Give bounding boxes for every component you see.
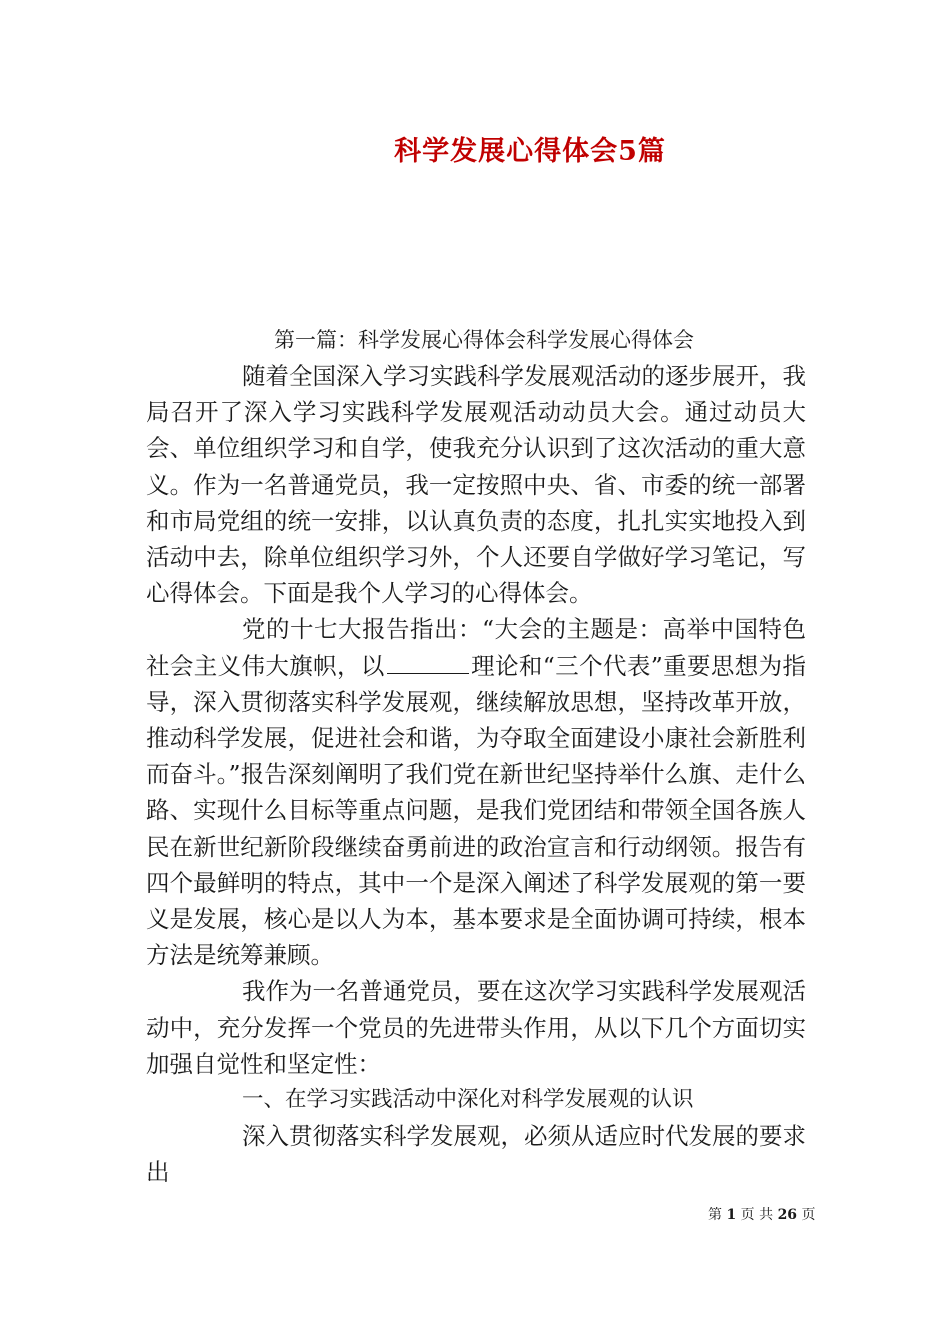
paragraph-3: 我作为一名普通党员，要在这次学习实践科学发展观活动中，充分发挥一个党员的先进带头作用，从以下几个方面切实加强自觉性和坚定性： — [146, 977, 806, 1078]
subheading-1: 一、在学习实践活动中深化对科学发展观的认识 — [242, 1087, 694, 1113]
document-title: 科学发展心得体会5篇 — [394, 136, 666, 167]
footer-total-pages: 26 — [777, 1207, 798, 1223]
paragraph-4: 深入贯彻落实科学发展观，必须从适应时代发展的要求出 — [146, 1122, 806, 1187]
footer-current-page: 1 — [726, 1207, 737, 1223]
footer-prefix: 第 — [708, 1207, 722, 1223]
paragraph-1: 随着全国深入学习实践科学发展观活动的逐步展开，我局召开了深入学习实践科学发展观活动动员大会。通过动员大会、单位组织学习和自学，使我充分认识到了这次活动的重大意义。作为一名普通党员，我一定按照中央、省、市委的统一部署和市局党组的统一安排，以认真负责的态度，扎扎实实地投入到活动中去，除单位组织学习外，个人还要自学做好学习笔记，写心得体会。下面是我个人学习的心得体会。 — [146, 362, 806, 608]
paragraph-2-after-blank: 理论和“三个代表”重要思想为指导，深入贯彻落实科学发展观，继续解放思想，坚持改革开放，推动科学发展，促进社会和谐，为夺取全面建设小康社会新胜利而奋斗。”报告深刻阐明了我们党在新世纪坚持举什么旗、走什么路、实现什么目标等重点问题，是我们党团结和带领全国各族人民在新世纪新阶段继续奋勇前进的政治宣言和行动纲领。报告有四个最鲜明的特点，其中一个是深入阐述了科学发展观的第一要义是发展，核心是以人为本，基本要求是全面协调可持续，根本方法是统筹兼顾。 — [146, 651, 807, 970]
paragraph-2 — [146, 611, 806, 973]
paragraph-2-before-blank: 党的十七大报告指出：“大会的主题是：高举中国特色社会主义伟大旗帜，以 — [146, 615, 806, 680]
fill-in-blank — [387, 651, 469, 674]
footer-suffix: 页 — [801, 1207, 816, 1223]
section-heading: 第一篇：科学发展心得体会科学发展心得体会 — [274, 328, 694, 352]
document-body — [146, 358, 806, 1191]
page-number-footer — [708, 1205, 816, 1225]
footer-middle: 页 共 — [740, 1207, 774, 1223]
